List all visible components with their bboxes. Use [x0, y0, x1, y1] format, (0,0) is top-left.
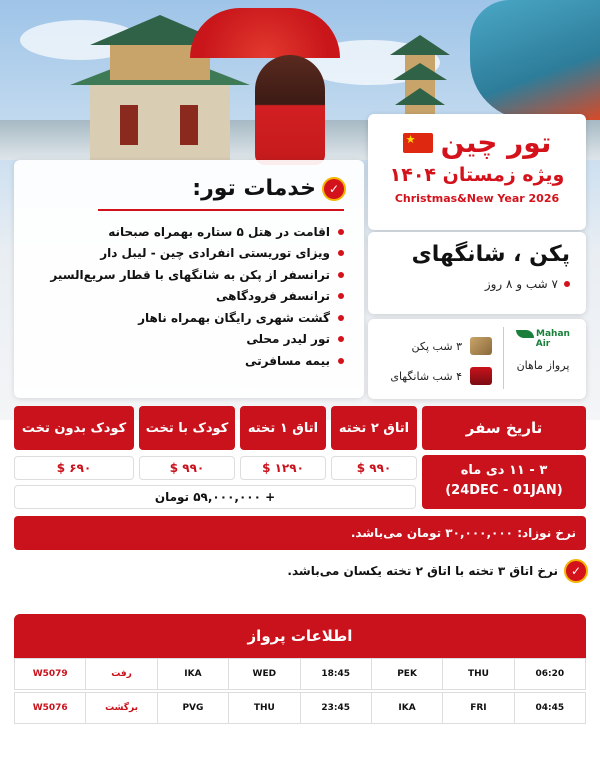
- date-header: تاریخ سفر: [422, 406, 586, 450]
- great-wall-icon: [470, 337, 492, 355]
- flight-info-title: اطلاعات پرواز: [14, 614, 586, 658]
- check-icon: ✓: [566, 561, 586, 581]
- travel-date: [422, 455, 586, 509]
- triple-room-note: ✓ نرخ اتاق ۳ تخته با اتاق ۲ تخته یکسان می‌باشد.: [287, 561, 586, 581]
- table-row: W5076 برگشت PVG THU 23:45 IKA FRI 04:45: [14, 692, 586, 724]
- title-underline: [98, 209, 344, 211]
- tour-subtitle: ویژه زمستان ۱۴۰۴: [389, 164, 565, 186]
- list-item: ترانسفر از پکن به شانگهای با قطار سریع‌السیر: [28, 264, 344, 286]
- services-card: [14, 160, 364, 398]
- trip-duration: ۷ شب و ۸ روز: [484, 277, 558, 291]
- dragon-statue: [470, 0, 600, 120]
- pagoda-icon: [470, 367, 492, 385]
- title-card: [368, 114, 586, 230]
- list-item: ترانسفر فرودگاهی: [28, 286, 344, 308]
- tour-english-title: Christmas&New Year 2026: [394, 192, 560, 205]
- price-single: $ ۱۲۹۰: [240, 456, 326, 480]
- mahan-air-logo: Mahan Air: [508, 329, 578, 349]
- flight-stay-card: [368, 319, 586, 399]
- price-child-nobed: $ ۶۹۰: [14, 456, 134, 480]
- stay-shanghai: ۴ شب شانگهای: [390, 367, 492, 385]
- list-item: بیمه مسافرتی: [28, 350, 344, 372]
- bullet-icon: [338, 336, 344, 342]
- destination-name: پکن ، شانگهای: [411, 242, 570, 267]
- table-row: W5079 رفت IKA WED 18:45 PEK THU 06:20: [14, 658, 586, 690]
- column-header-single: اتاق ۱ تخته: [240, 406, 326, 450]
- infant-rate: نرخ نوزاد: ۳۰,۰۰۰,۰۰۰ تومان می‌باشد.: [14, 516, 586, 550]
- travel-date-en: (24DEC - 01JAN): [445, 483, 563, 498]
- services-title: خدمات تور:: [192, 176, 316, 201]
- column-header-child-bed: کودک با تخت: [139, 406, 235, 450]
- list-item: گشت شهری رایگان بهمراه ناهار: [28, 307, 344, 329]
- list-item: اقامت در هتل ۵ ستاره بهمراه صبحانه: [28, 221, 344, 243]
- destination-card: [368, 232, 586, 314]
- bullet-icon: [338, 293, 344, 299]
- price-double: $ ۹۹۰: [331, 456, 417, 480]
- umbrella-icon: [190, 8, 340, 58]
- divider: [503, 327, 504, 389]
- airline-label: پرواز ماهان: [516, 359, 570, 372]
- china-flag-icon: [403, 133, 433, 153]
- bullet-icon: [338, 229, 344, 235]
- price-child-bed: $ ۹۹۰: [139, 456, 235, 480]
- column-header-child-nobed: کودک بدون تخت: [14, 406, 134, 450]
- services-list: [28, 221, 344, 372]
- airline-block: [508, 329, 578, 372]
- list-item: ویزای توریستی انفرادی چین - لیبل دار: [28, 243, 344, 265]
- travel-date-fa: ۳ - ۱۱ دی ماه: [460, 463, 548, 478]
- column-header-double: اتاق ۲ تخته: [331, 406, 417, 450]
- list-item: تور لیدر محلی: [28, 329, 344, 351]
- tour-title: تور چین: [440, 126, 552, 159]
- traveler-figure: [255, 55, 325, 165]
- toman-surcharge: + ۵۹,۰۰۰,۰۰۰ تومان: [14, 485, 416, 509]
- check-icon: ✓: [324, 179, 344, 199]
- bullet-icon: [564, 281, 570, 287]
- tower-icon: [385, 25, 455, 120]
- stay-beijing: ۳ شب پکن: [412, 337, 492, 355]
- bullet-icon: [338, 315, 344, 321]
- bullet-icon: [338, 272, 344, 278]
- bullet-icon: [338, 358, 344, 364]
- bullet-icon: [338, 250, 344, 256]
